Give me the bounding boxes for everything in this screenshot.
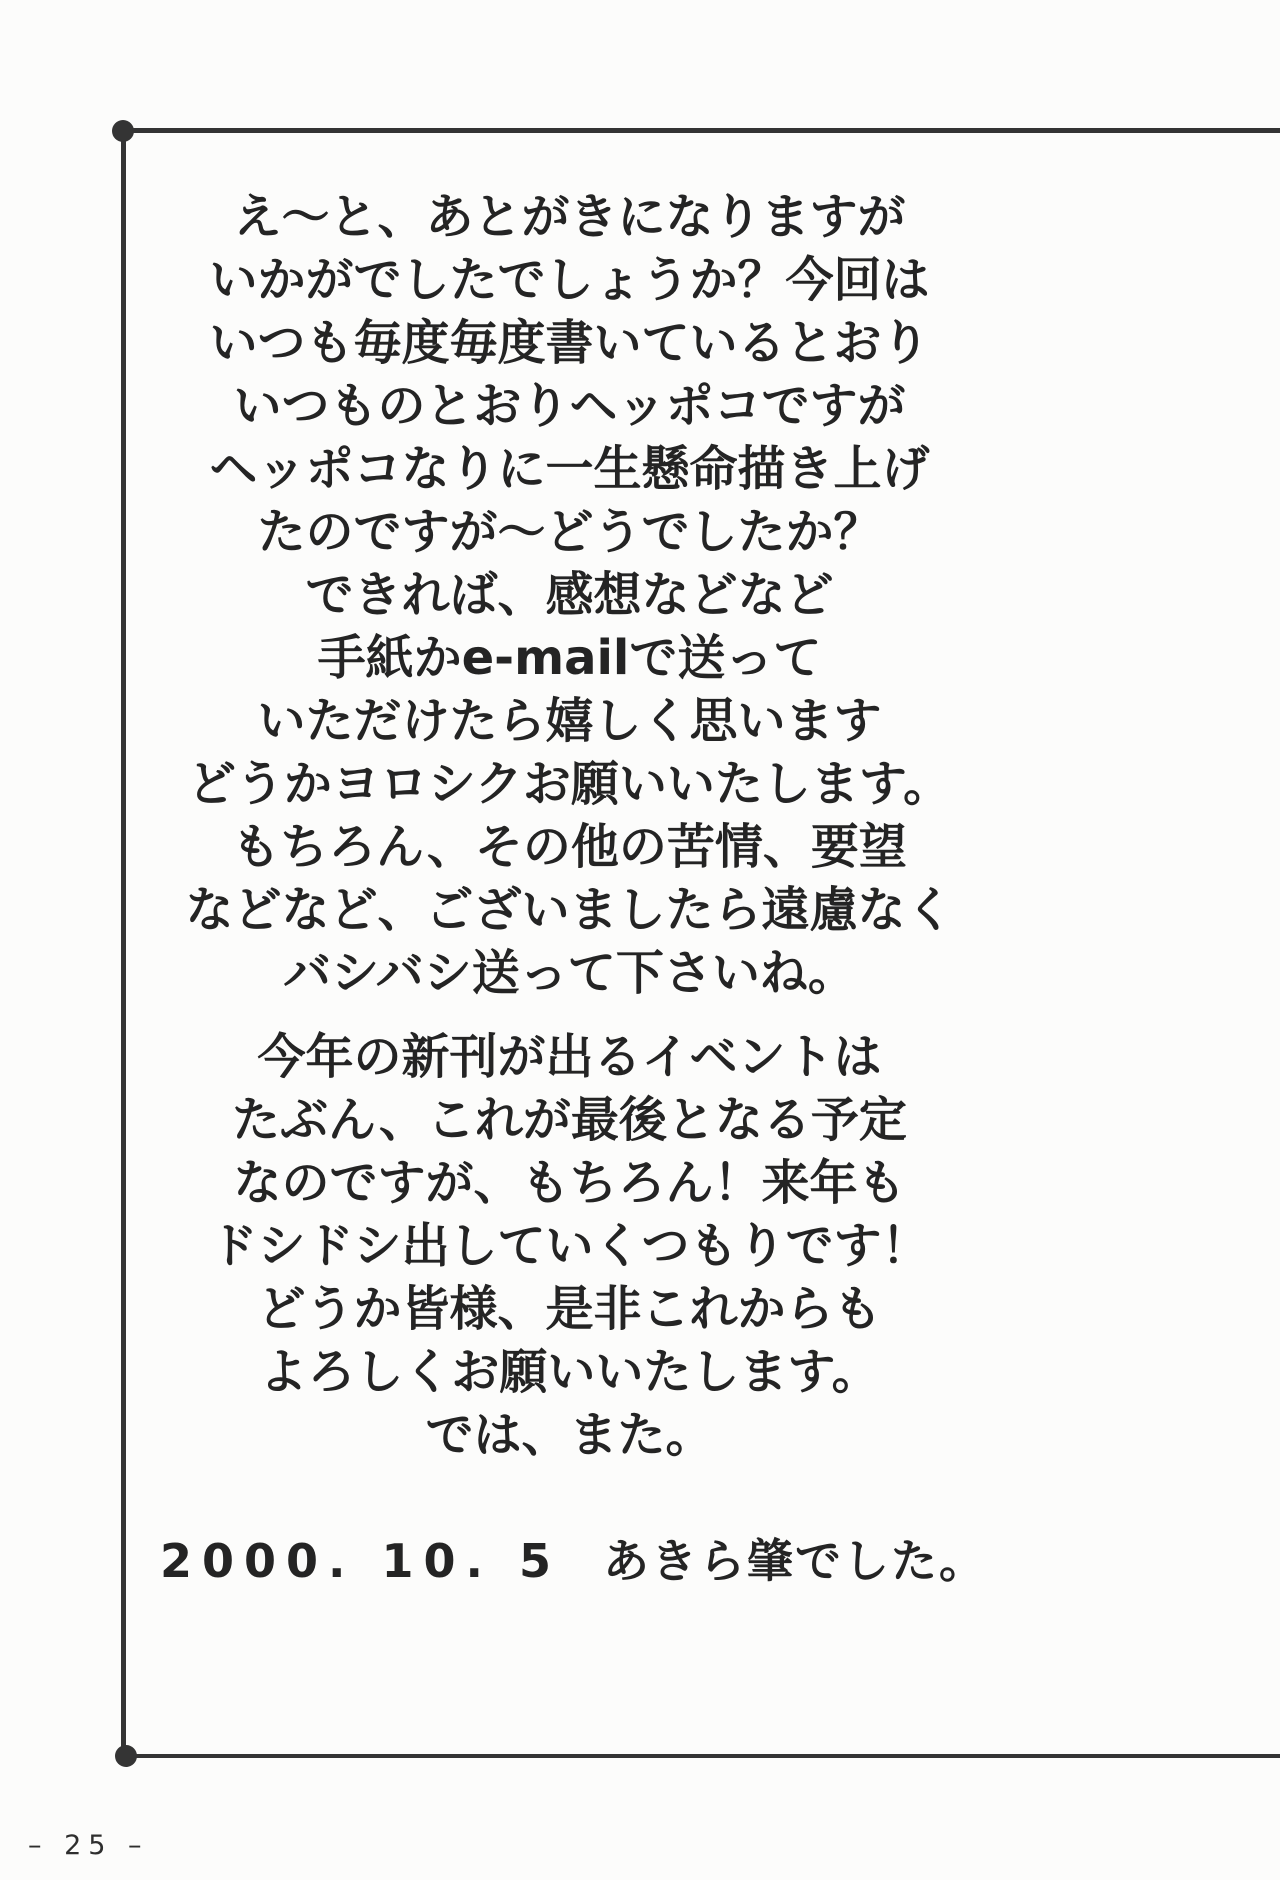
afterword-line: 今年の新刊が出るイベントは xyxy=(257,1029,882,1085)
afterword-line: ヘッポコなりに一生懸命描き上げ xyxy=(209,441,930,497)
afterword-line: バシバシ送って下さいね。 xyxy=(283,945,856,1001)
afterword-line: などなど、ございましたら遠慮なく xyxy=(185,882,954,938)
date-signature-line xyxy=(160,1530,1060,1593)
afterword-paragraph-1 xyxy=(122,186,1017,1005)
afterword-line: 手紙かe-mailで送って xyxy=(317,630,822,686)
afterword-line: たぶん、これが最後となる予定 xyxy=(232,1092,907,1148)
afterword-line: いかがでしたでしょうか？今回は xyxy=(209,252,930,308)
afterword-line: どうかヨロシクお願いいたします。 xyxy=(187,756,952,812)
afterword-line: なのですが、もちろん！来年も xyxy=(233,1155,906,1211)
afterword-line: たのですが〜どうでしたか？ xyxy=(257,504,882,560)
afterword-line: いただけたら嬉しく思います xyxy=(257,693,882,749)
afterword-text xyxy=(122,186,1017,1467)
afterword-line: いつも毎度毎度書いているとおり xyxy=(209,315,930,371)
afterword-line: もちろん、その他の苦情、要望 xyxy=(232,819,907,875)
afterword-line: できれば、感想などなど xyxy=(305,567,834,623)
frame-corner-dot-bottom-left xyxy=(115,1745,137,1767)
afterword-line: よろしくお願いいたします。 xyxy=(259,1344,880,1400)
frame-border-bottom xyxy=(121,1754,1280,1758)
date-text: 2000. 10. 5 xyxy=(160,1534,562,1588)
afterword-line: いつものとおりヘッポコですが xyxy=(233,378,906,434)
afterword-paragraph-2 xyxy=(122,1026,1017,1467)
afterword-line: ドシドシ出していくつもりです！ xyxy=(209,1218,930,1274)
signature-text: あきら肇でした。 xyxy=(603,1534,988,1588)
afterword-line: では、また。 xyxy=(425,1407,714,1463)
page-number: – 25 – xyxy=(28,1830,149,1861)
afterword-line: どうか皆様、是非これからも xyxy=(257,1281,882,1337)
afterword-line: え〜と、あとがきになりますが xyxy=(233,189,906,245)
frame-border-top xyxy=(122,128,1280,133)
frame-corner-dot-top-left xyxy=(112,120,134,142)
